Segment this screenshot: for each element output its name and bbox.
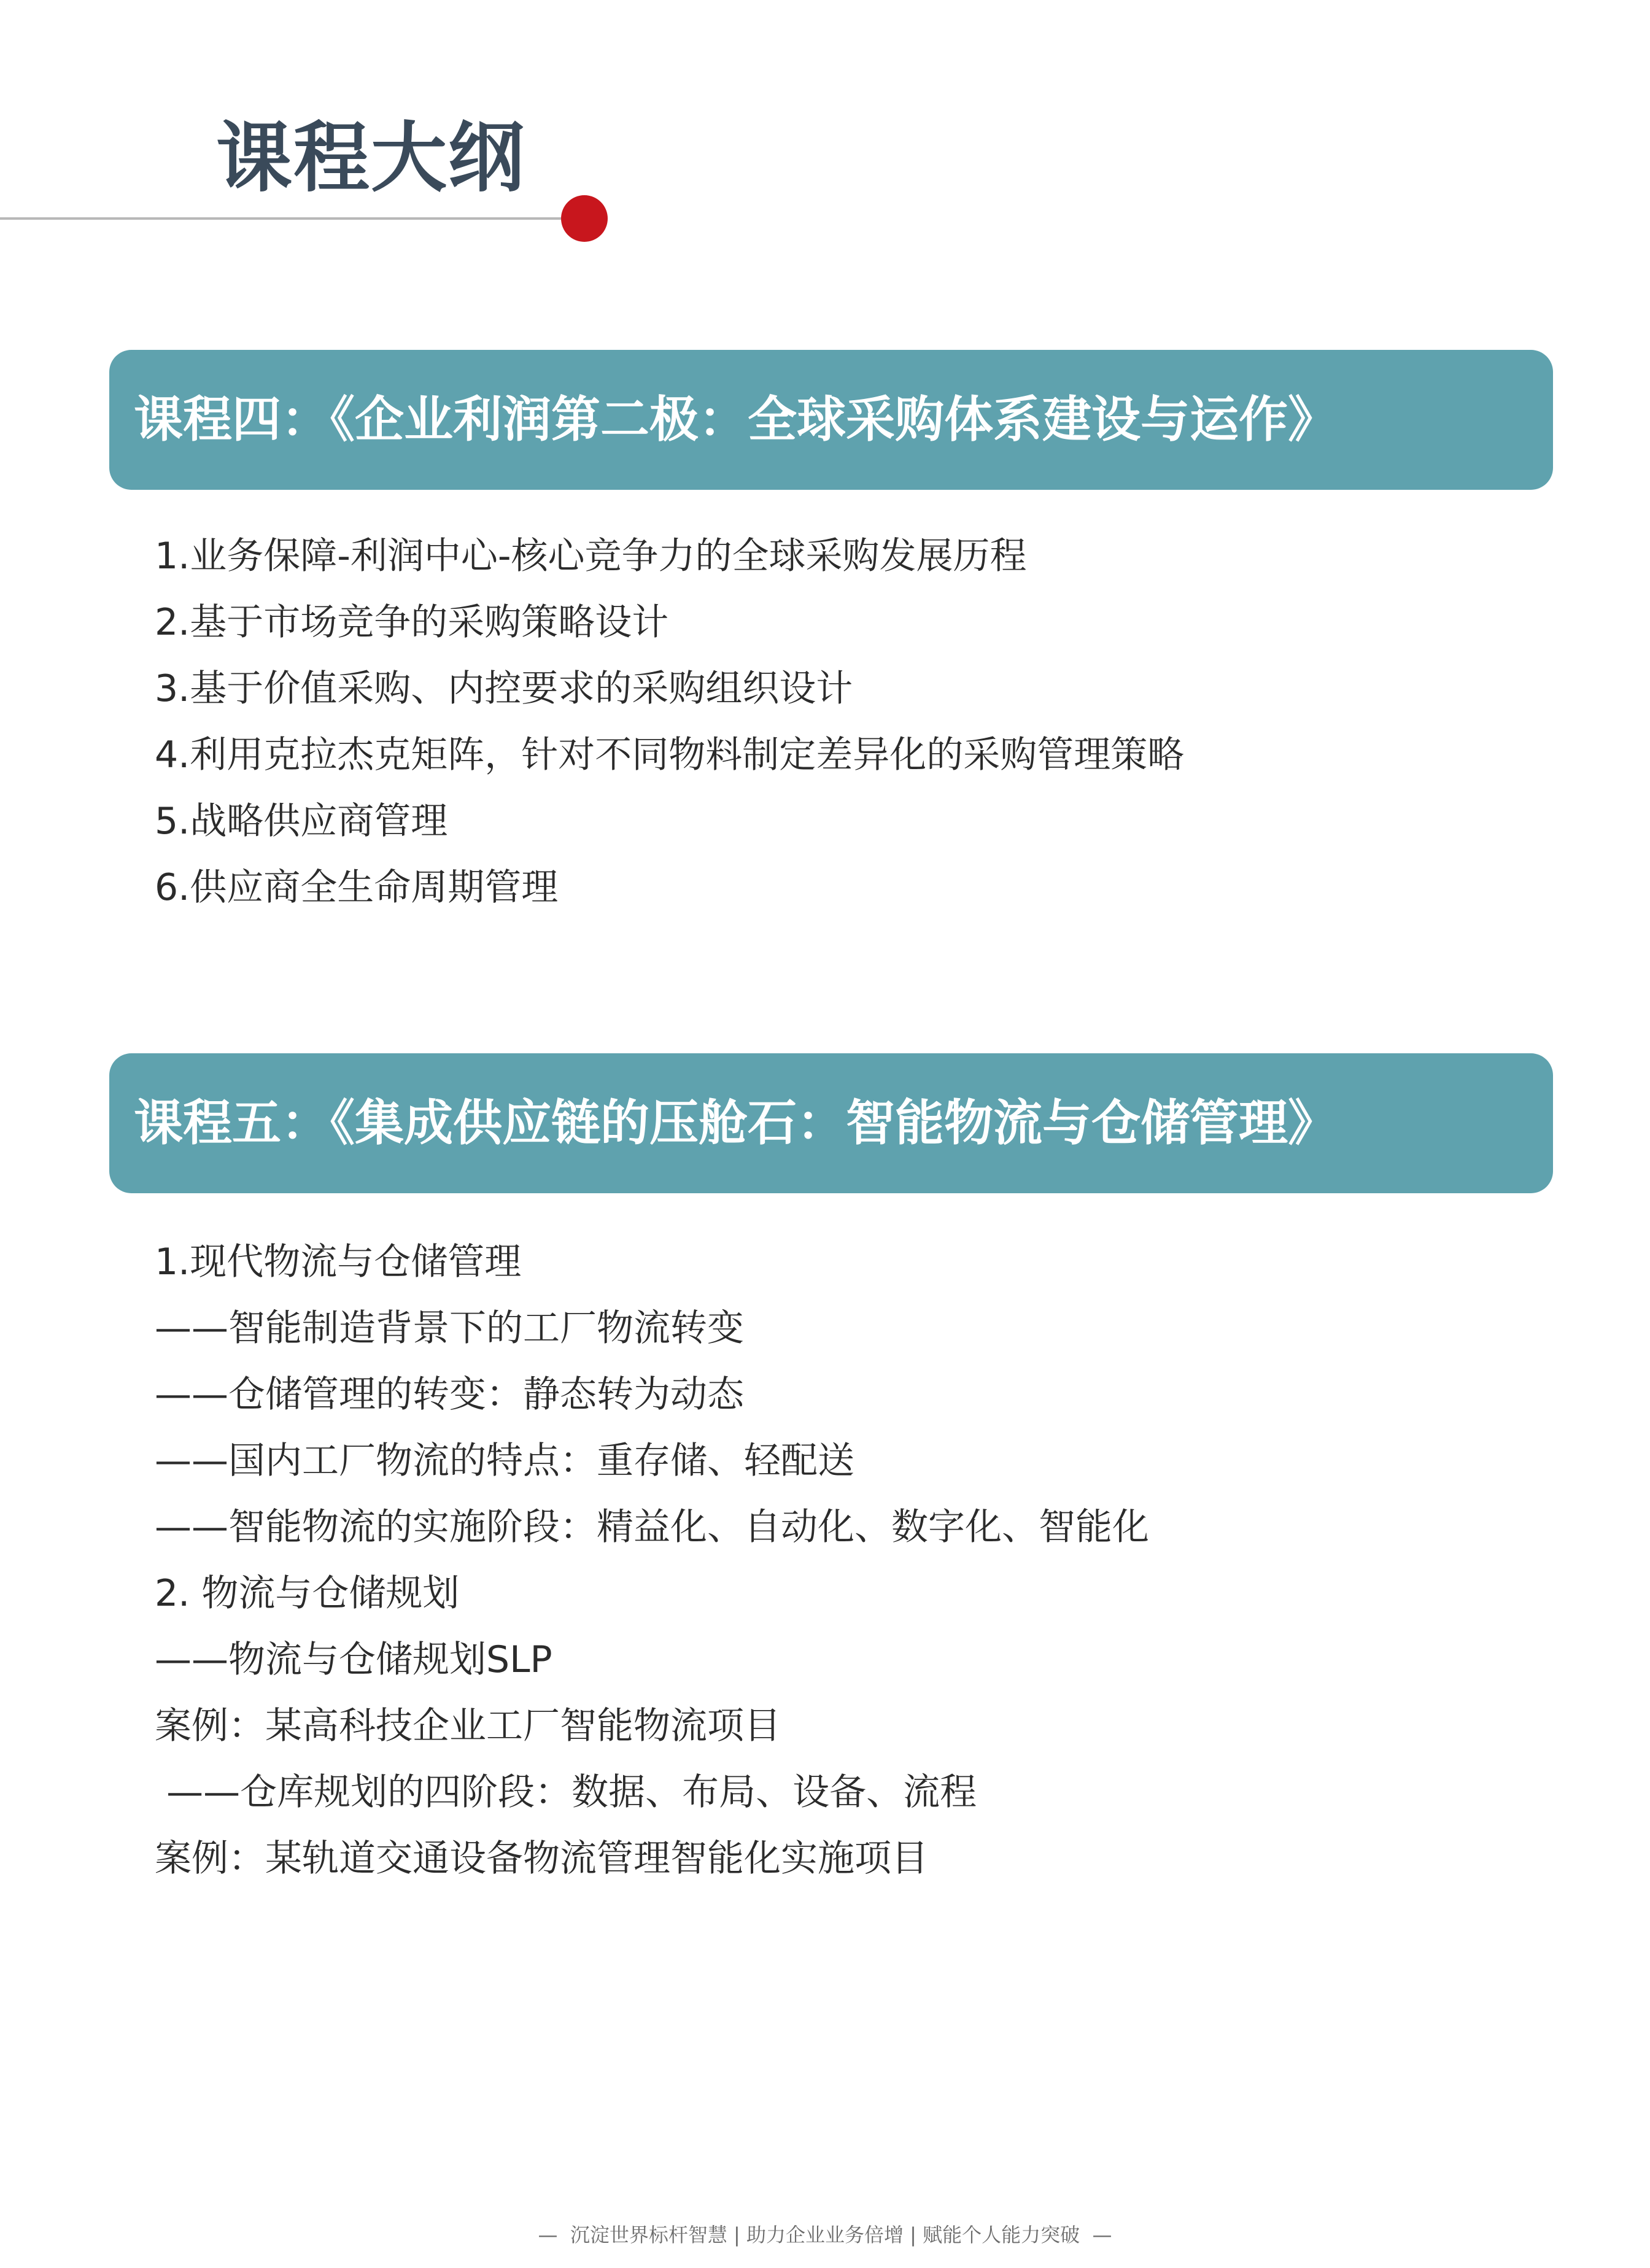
page-title: 课程大纲	[216, 114, 526, 203]
red-dot-accent	[561, 195, 608, 242]
outline-item: 1.业务保障-利润中心-核心竞争力的全球采购发展历程	[155, 535, 1027, 578]
course-five-heading: 课程五：《集成供应链的压舱石：智能物流与仓储管理》	[134, 1094, 1337, 1151]
outline-item: ——智能制造背景下的工厂物流转变	[155, 1307, 744, 1350]
outline-item: 2. 物流与仓储规划	[155, 1572, 460, 1615]
course-five-banner	[109, 1053, 1553, 1193]
outline-item: ——物流与仓储规划SLP	[155, 1638, 552, 1681]
course-five-outline	[155, 1229, 1149, 1892]
outline-item: ——国内工厂物流的特点：重存储、轻配送	[155, 1439, 854, 1482]
outline-item: 6.供应商全生命周期管理	[155, 866, 559, 909]
outline-item: ——仓储管理的转变：静态转为动态	[155, 1373, 744, 1416]
outline-item: 案例：某轨道交通设备物流管理智能化实施项目	[155, 1837, 928, 1880]
outline-item: 5.战略供应商管理	[155, 800, 448, 843]
page-footer: — 沉淀世界标杆智慧 | 助力企业业务倍增 | 赋能个人能力突破 —	[538, 2223, 1112, 2247]
outline-item: ——仓库规划的四阶段：数据、布局、设备、流程	[155, 1771, 977, 1814]
course-four-heading: 课程四：《企业利润第二极：全球采购体系建设与运作》	[134, 391, 1337, 448]
title-divider	[0, 217, 565, 220]
outline-item: 案例：某高科技企业工厂智能物流项目	[155, 1705, 781, 1747]
outline-item: 3.基于价值采购、内控要求的采购组织设计	[155, 667, 853, 710]
outline-item: 4.利用克拉杰克矩阵，针对不同物料制定差异化的采购管理策略	[155, 733, 1185, 776]
course-four-banner	[109, 350, 1553, 490]
outline-item: 2.基于市场竞争的采购策略设计	[155, 601, 669, 644]
outline-item: 1.现代物流与仓储管理	[155, 1240, 522, 1283]
course-four-outline	[155, 523, 1184, 921]
outline-item: ——智能物流的实施阶段：精益化、自动化、数字化、智能化	[155, 1506, 1149, 1549]
